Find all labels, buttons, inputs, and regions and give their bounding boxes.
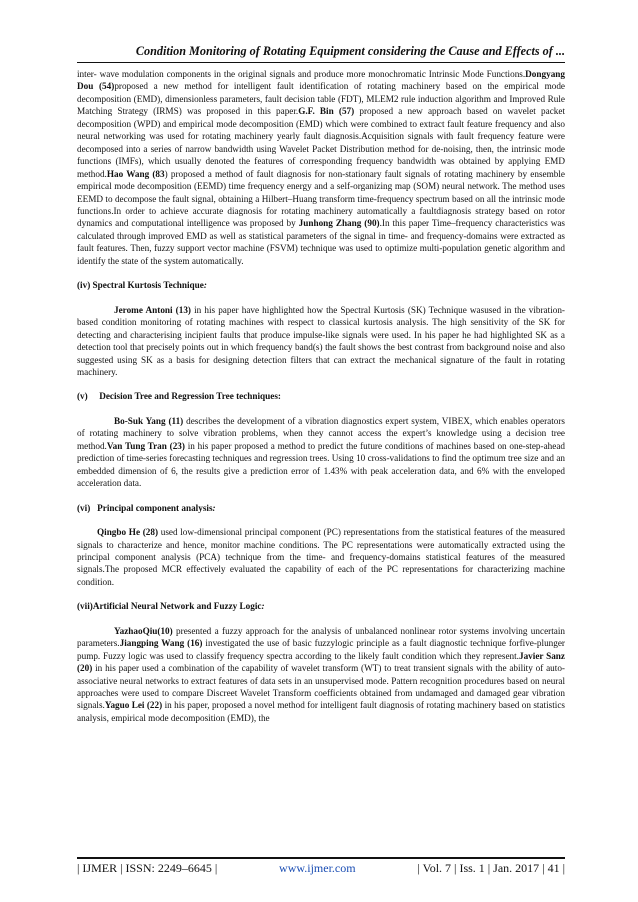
paragraph-ann-fuzzy: YazhaoQiu(10) presented a fuzzy approach for the analysis of unbalanced nonlinear rotor systems involving uncertain parameters.Jiangping Wang (16) investigated the use of basic fuzzylogic principle as a fault diagnostic technique forfive-plunger pump. Fuzzy logic was used to classify frequency spectra according to the likely fault condition which they represent.Javier Sanz (20) in his paper used a combination of the capability of wavelet transform (WT) to treat transient signals with the ability of auto-associative neural networks to extract features of data sets in an unsupervised mode. Pattern recognition procedures based on neural approaches were used to compare Discreet Wavelet Transform coefficients obtained from undamaged and damaged gear vibration signals.Yaguo Lei (22) in his paper, proposed a novel method for intelligent fault diagnosis of rotating machinery based on statistics analysis, empirical mode decomposition (EMD), the [77, 625, 565, 723]
article-body [77, 68, 565, 724]
paragraph-emd: inter- wave modulation components in the original signals and produce more monochromatic Intrinsic Mode Functions.Dongyang Dou (54)proposed a new method for intelligent fault identification of rotating machinery based on the empirical mode decomposition (EMD), dimensionless parameters, fault decision table (FDT), MLEM2 rule induction algorithm and Improved Rule Matching Strategy (IRMS) was proposed in this paper.G.F. Bin (57) proposed a new approach based on wavelet packet decomposition (WPD) and empirical mode decomposition (EMD) which were combined to extract fault feature frequency and also neural networking was used for rotating machinery yearly fault diagnosis.Acquisition signals with fault frequency feature were decomposed into a series of narrow bandwidth using Wavelet Packet Distribution method for de-noising, then, the intrinsic mode functions (IMFs), which usually denoted the features of corresponding frequency bandwidth was obtained by applying EMD method.Hao Wang (83) proposed a method of fault diagnosis for non-stationary fault signals of rotating machinery by ensemble empirical mode decomposition (EEMD) time frequency energy and a self-organizing map (SOM) neural network. The method uses EEMD to decompose the fault signal, obtaining a Hilbert–Huang transform time-frequency spectrum based on all the intrinsic mode functions.In order to achieve accurate diagnosis for rotating machinery automatically a faultdiagnosis strategy based on rotor dynamics and computational intelligence was proposed by Junhong Zhang (90).In this paper Time–frequency characteristics was calculated through improved EMD as well as statistical parameters of the signal in time- and frequency-domains were extracted as fault features. Then, fuzzy support vector machine (FSVM) technique was used to optimize multi-population genetic algorithm and identify the state of the system automatically. [77, 69, 565, 266]
citation-name: Javier Sanz (20) [77, 650, 565, 674]
section-heading-pca: (vi) Principal component analysis: [77, 502, 216, 513]
citation-name: Junhong Zhang (90) [298, 218, 380, 229]
citation-name: Van Tung Tran (23) [106, 440, 185, 451]
footer-issue: | Vol. 7 | Iss. 1 | Jan. 2017 | 41 | [417, 861, 565, 875]
citation-name: Yaguo Lei (22) [104, 700, 163, 711]
citation-name: Jerome Antoni (13) [114, 304, 191, 315]
footer-website-link[interactable]: www.ijmer.com [279, 861, 356, 875]
citation-name: Bo-Suk Yang (11) [114, 415, 184, 426]
footer-rule [77, 857, 565, 859]
citation-name: Dongyang Dou (54) [77, 69, 565, 92]
paragraph-decision-tree: Bo-Suk Yang (11) describes the development of a vibration diagnostics expert system, VIBEX, which enables operators of rotating machinery to solve vibration problems, when they cannot access the expert’s knowledge using a decision tree method.Van Tung Tran (23) in his paper proposed a method to predict the future conditions of machines based on one-step-ahead prediction of time-series forecasting techniques and regression trees. Using 10 cross-validations to find the optimum tree size and an embedded dimension of 6, the results give a prediction error of 1.43% with peak acceleration data, and 6% with the enveloped acceleration data. [77, 415, 566, 489]
paragraph-pca: Qingbo He (28) used low-dimensional principal component (PC) representations from the statistical features of the measured signals to characterize and hence, monitor machine conditions. The PC representations were automatically extracted using the principal component analysis (PCA) technique from the time- and frequency-domains statistical features of the measured signals.The proposed MCR effectively evaluated the capability of each of the PC representations for characterizing machine condition. [77, 527, 566, 587]
running-header: Condition Monitoring of Rotating Equipment considering the Cause and Effects of ... [135, 44, 565, 58]
citation-name: Hao Wang (83 [106, 168, 165, 179]
page-footer [77, 861, 565, 876]
section-heading-spectral-kurtosis: (iv) Spectral Kurtosis Technique: [77, 280, 207, 291]
citation-name: YazhaoQiu(10) [114, 625, 173, 636]
paragraph-spectral-kurtosis: Jerome Antoni (13) in his paper have highlighted how the Spectral Kurtosis (SK) Technique wasused in the vibration-based condition monitoring of rotating machines with respect to classical kurtosis analysis. The high sensitivity of the SK for detecting and characterising incipient faults that produce impulse-like signals were used. In his paper he had highlighted SK as a detection tool that precisely points out in which frequency band(s) the fault shows the best contrast from background noise and also suggested using SK as a basis for designing detection filters that can extract the mechanical signature of the fault in rotating machinery. [77, 304, 565, 377]
header-rule [77, 62, 565, 63]
section-heading-ann-fuzzy: (vii)Artificial Neural Network and Fuzzy Logic: [77, 601, 265, 612]
citation-name: Qingbo He (28) [97, 527, 159, 538]
section-heading-decision-tree: (v) Decision Tree and Regression Tree techniques: [77, 391, 281, 402]
citation-name: G.F. Bin (57) [298, 106, 355, 117]
footer-journal: | IJMER | ISSN: 2249–6645 | [77, 861, 218, 875]
citation-name: Jiangping Wang (16) [119, 638, 203, 649]
